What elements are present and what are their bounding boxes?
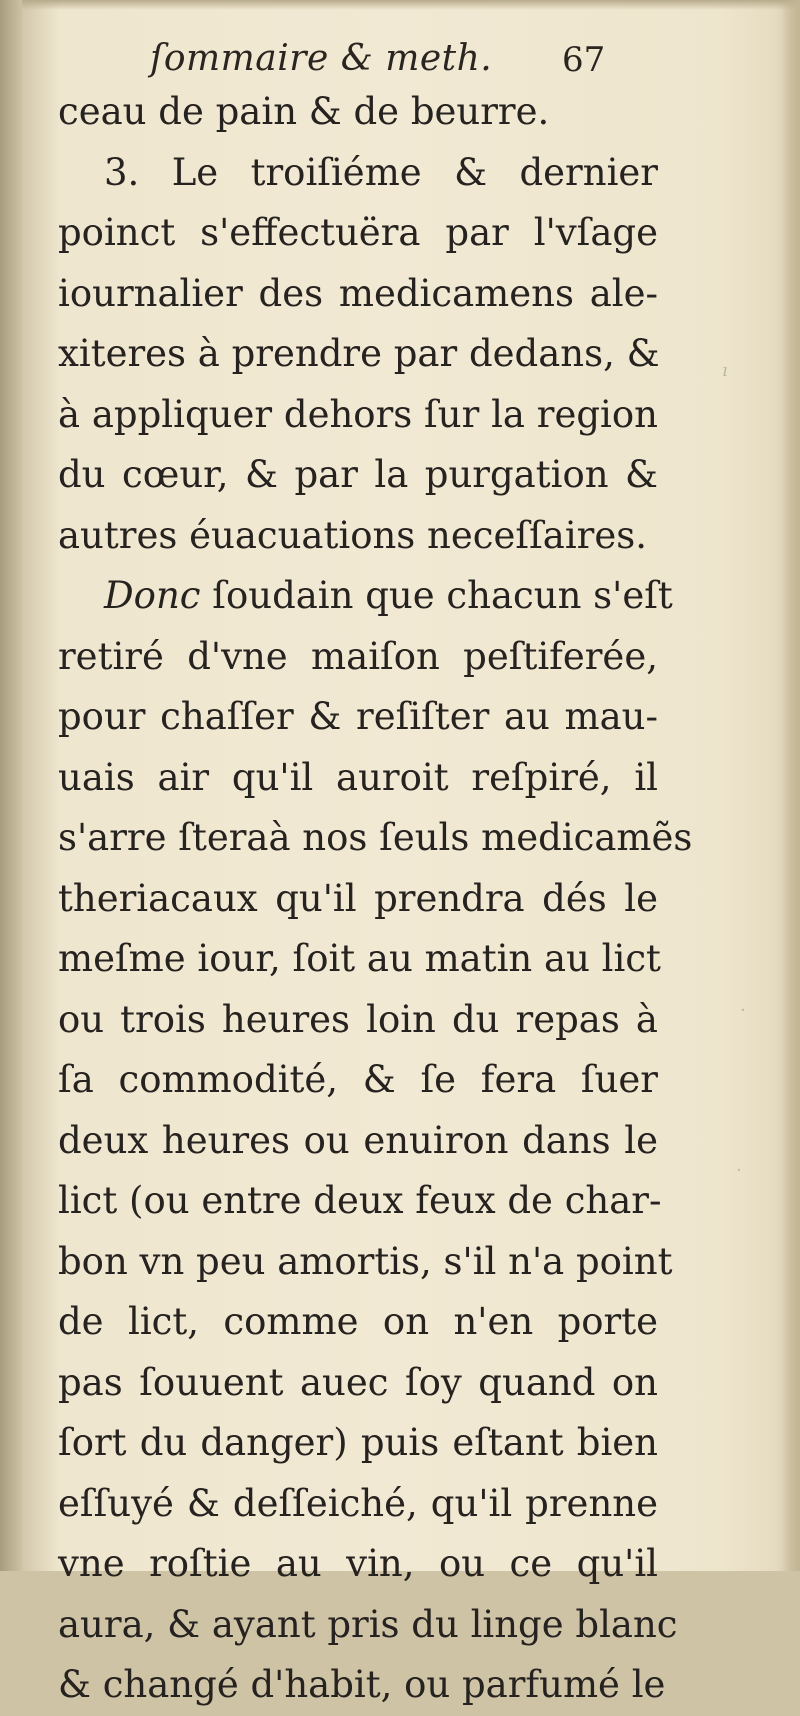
text-line: bon vn peu amortis, s'il n'a point [58,1239,673,1283]
text-line: deux heures ou enuiron dans le [58,1118,658,1162]
text-line: autres éuacuations neceſſaires. [58,513,648,557]
text-line: theriacaux qu'il prendra dés le [58,876,658,920]
text-line: pas ſouuent auec ſoy quand on [58,1360,658,1404]
running-title: ſommaire & meth. [150,38,493,79]
body-text [58,82,693,1716]
text-line: poinct s'effectuëra par l'vſage [58,211,658,254]
text-line: retiré d'vne maiſon peſtiferée, [58,634,658,678]
text-line: 3. Le troiſiéme & dernier [104,150,658,194]
text-line: lict (ou entre deux feux de char- [58,1179,662,1222]
page-top-shadow [0,0,800,10]
paragraph-first-line [58,566,673,627]
text-line: vne roſtie au vin, ou ce qu'il [58,1542,658,1585]
show-through-mark: · [740,1000,746,1021]
text-line: de lict, comme on n'en porte [58,1300,658,1343]
page-right-edge [782,0,800,1571]
text-line: aura, & ayant pris du linge blanc [58,1602,678,1646]
text-line: xiteres à prendre par dedans, & [58,332,660,375]
text-line: ſoudain que chacun s'eſt [212,574,673,617]
text-line: du cœur, & par la purgation & [58,453,658,496]
page-header [150,38,650,88]
text-line: ou trois heures loin du repas à [58,997,658,1041]
text-line: s'arre ſteraà nos ſeuls medicamẽs [58,816,693,859]
page-number: 67 [562,40,606,80]
text-line: ſort du danger) puis eſtant bien [58,1421,658,1464]
text-line: ceau de pain & de beurre. [58,90,550,133]
binding-gutter [0,0,22,1571]
text-line: meſme iour, ſoit au matin au lict [58,937,661,980]
show-through-mark: · [736,1160,742,1181]
text-line: eſſuyé & deſſeiché, qu'il prenne [58,1481,658,1525]
text-line: uais air qu'il auroit reſpiré, il [58,755,658,799]
text-line: pour chaſſer & reſiſter au mau- [58,695,658,738]
text-line: iournalier des medicamens ale- [58,271,658,315]
text-line: ſa commodité, & ſe fera ſuer [58,1058,658,1101]
italic-lead-word: Donc [104,574,201,617]
show-through-mark: ı [722,360,728,381]
text-line: à appliquer dehors ſur la region [58,392,658,436]
text-line: & changé d'habit, ou parfumé le [58,1663,666,1706]
